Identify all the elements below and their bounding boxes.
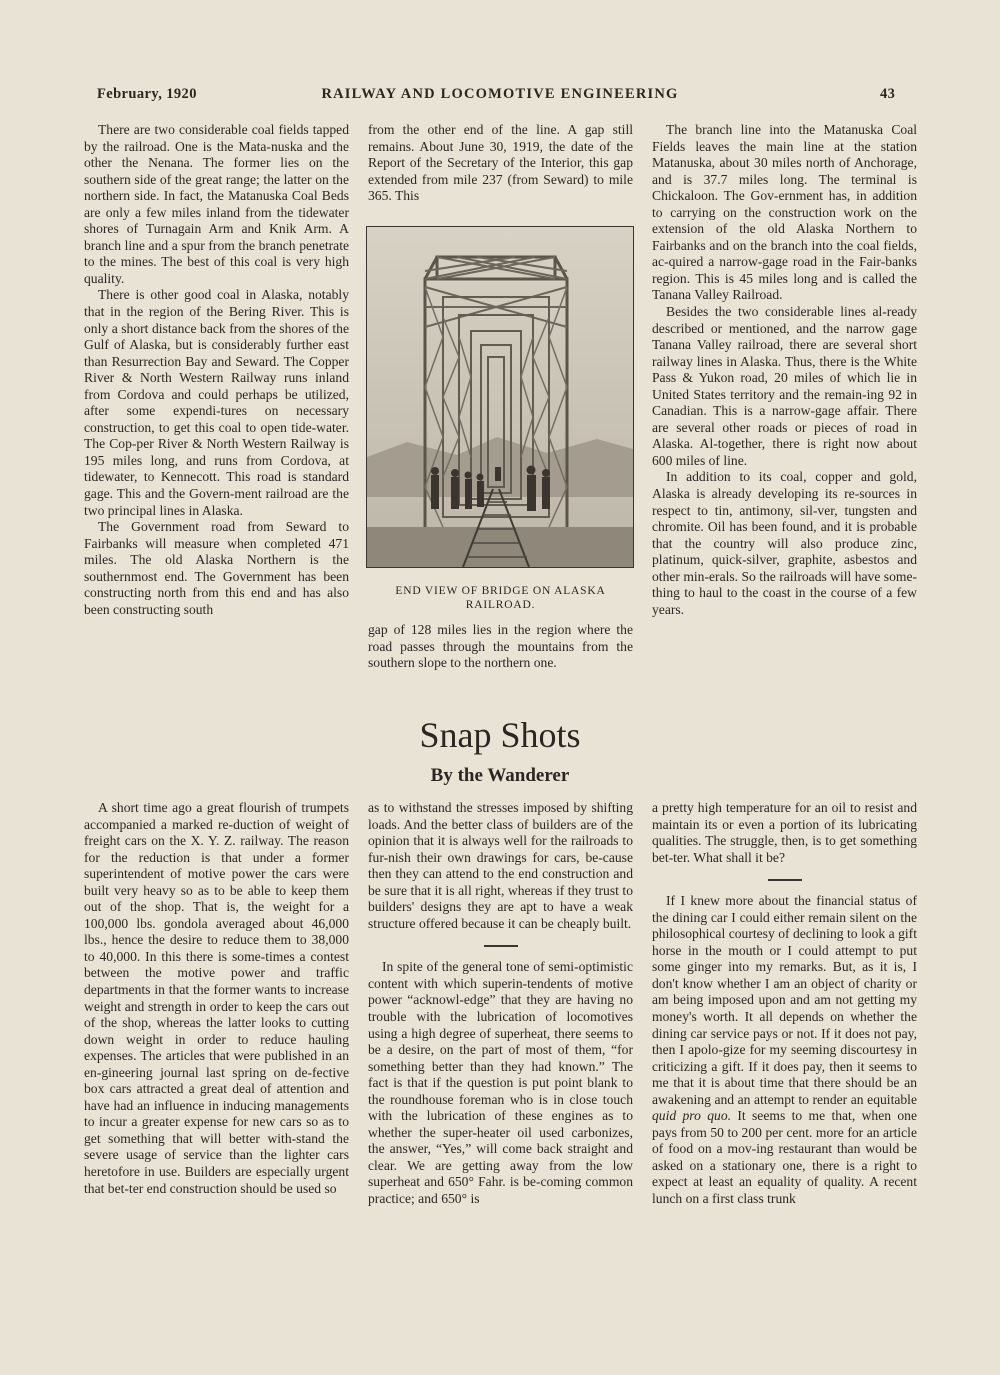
article-byline: By the Wanderer [430,765,570,786]
paragraph: In addition to its coal, copper and gold, Alaska is already developing its re-sources in respect to tin, antimony, sil-ver, tungsten and chromite. Oil has been found, and it is probable that the country will also produce zinc, platinum, quick-silver, graphite, asbestos and other min-erals. So the railroads will have some-thing to haul to the coast in the course of a few years. [652,469,918,617]
article1-column-3 [652,122,917,618]
text-run: It seems to me that, when one pays from 50 to 200 per cent. more for an article of food on a mov-ing restaurant than would be asked on a stationary one, there is a right to expect at least an equality of quality. A recent lunch on a first class trunk [652,1108,917,1207]
header-journal-title: RAILWAY AND LOCOMOTIVE ENGINEERING [321,86,679,102]
article2-column-2 [368,800,633,1208]
paragraph: from the other end of the line. A gap still remains. About June 30, 1919, the date of the Report of the Secretary of the Interior, this gap extended from mile 237 (from Seward) to mile 365. This [368,122,633,204]
text-run: If I knew more about the financial status of the dining car I could either remain silent on the philosophical courtesy of declining to look a gift horse in the mouth or I could attempt to put some ginger into my remarks. But, as it is, I don't know whether I am an object of charity or am being imposed upon and am not getting my money's worth. It all depends on whether the dining car service pays or not. If it does not pay, then I apolo-gize for my seeming discourtesy in criticizing a gift. If it does pay, then it seems to me that it is about time that there should be an awakening and an attempt to render an equitable [652,893,917,1107]
paragraph: There is other good coal in Alaska, notably that in the region of the Bering River. This is only a short distance back from the shores of the Gulf of Alaska, but is considerably further east than Resurrection Bay and Seward. The Copper River & North Western Railway runs inland from Cordova and could perhaps be utilized, after some expendi-tures on necessary construction, to get this coal to open tide-water. The Cop-per River & North Western Railway is 195 miles long, and runs from Cordova, at tidewater, to Kennecott. This road is standard gage. This and the Govern-ment railroad are the two principal lines in Alaska. [84,287,349,518]
section-divider [768,879,802,881]
paragraph: There are two considerable coal fields tapped by the railroad. One is the Mata-nuska and the other the Nenana. The former lies on the southern side of the great range; the latter on the northern side. In fact, the Matanuska Coal Beds are only a few miles inland from the tidewater shores of Turnagain Arm and Knik Arm. A branch line and a spur from the branch penetrate to the mines. The best of this coal is very high quality. [84,122,349,286]
header-page-number: 43 [880,86,896,102]
article2-column-3 [652,800,917,1208]
paragraph [652,893,917,1207]
paragraph: Besides the two considerable lines al-ready described or mentioned, and the narrow gage Tanana Valley railroad, there are several short railway lines in Alaska. Thus, there is the White Pass & Yukon road, 20 miles of which lie in United States territory and the remain-ing 92 in Canadian. This is a narrow-gage affair. There are several other roads or pieces of road in Alaska. Al-together, there is right now about 600 miles of line. [652,304,917,468]
article1-column-1 [84,122,349,618]
article2-column-1 [84,800,349,1197]
photo-caption: END VIEW OF BRIDGE ON ALASKA RAILROAD. [395,585,606,611]
bridge-photo [366,226,634,568]
section-divider [484,945,518,947]
paragraph: a pretty high temperature for an oil to resist and maintain its or even a portion of its lubricating qualities. The struggle, then, is to get something bet-ter. What shall it be? [652,800,917,865]
article1-column-2-top [368,122,633,205]
article-title: Snap Shots [419,715,581,755]
paragraph: The Government road from Seward to Fairbanks will measure when completed 471 miles. The old Alaska Northern is the southernmost end. The Government has been constructing north from this end and has also been constructing south [84,519,349,617]
paragraph: gap of 128 miles lies in the region where the road passes through the mountains from the southern slope to the northern one. [368,622,633,671]
article1-column-2-bottom [368,622,633,672]
italic-phrase: quid pro quo. [652,1108,732,1124]
header-date: February, 1920 [97,86,197,102]
paragraph: In spite of the general tone of semi-optimistic content with which superin-tendents of motive power “acknowl-edge” that they are having no trouble with the lubrication of locomotives using a high degree of superheat, there seems to be a desire, on the part of most of them, “for something better than they had known.” The fact is that if the question is put point blank to the roundhouse foreman who is in close touch with the lubrication of these engines as to whether the super-heater oil used carbonizes, the answer, “Yes,” will come back straight and clear. We are getting away from the low superheat and 650° Fahr. is be-coming common practice; and 650° is [368,959,633,1207]
paragraph: as to withstand the stresses imposed by shifting loads. And the better class of builders are of the opinion that it is always well for the railroads to fur-nish their own drawings for cars, be-cause then they can attend to the end construction and be sure that it is all right, whereas if they trust to builders' designs they are apt to have a weak structure offered because it can be cheaply built. [368,800,633,931]
paragraph: A short time ago a great flourish of trumpets accompanied a marked re-duction of weight of freight cars on the X. Y. Z. railway. The reason for the reduction is that under a former superintendent of motive power the cars were built very heavy so as to be able to keep them out of the shop. That is, the weight for a 100,000 lbs. gondola averaged about 46,000 lbs., hence the desire to reduce them to 38,000 to 40,000. In this there is some-times a contest between the motive power and traffic departments in that the former wants to increase weight and strength in order to keep the cars out of the shop, whereas the latter looks to cutting down weight in order to reduce hauling expenses. The articles that were published in an en-gineering journal last spring on de-fective box cars attracted a great deal of attention and have had an influence in inducing managements to incur a greater expense for new cars so as to get something that will better with-stand the severe usage of service than the lighter cars heretofore in use. Builders are especially urgent that bet-ter end construction should be used so [84,800,349,1196]
paragraph: The branch line into the Matanuska Coal Fields leaves the main line at the station Matanuska, about 30 miles north of Anchorage, and is 37.7 miles long. The terminal is Chickaloon. The Gov-ernment has, in addition to carrying on the construction work on the extension of the old Alaska Northern to Fairbanks and on the branch into the coal fields, ac-quired a narrow-gage road in the Fair-banks region. This is 45 miles long and is called the Tanana Valley Railroad. [652,122,917,303]
bridge-photo-illustration [367,227,633,567]
